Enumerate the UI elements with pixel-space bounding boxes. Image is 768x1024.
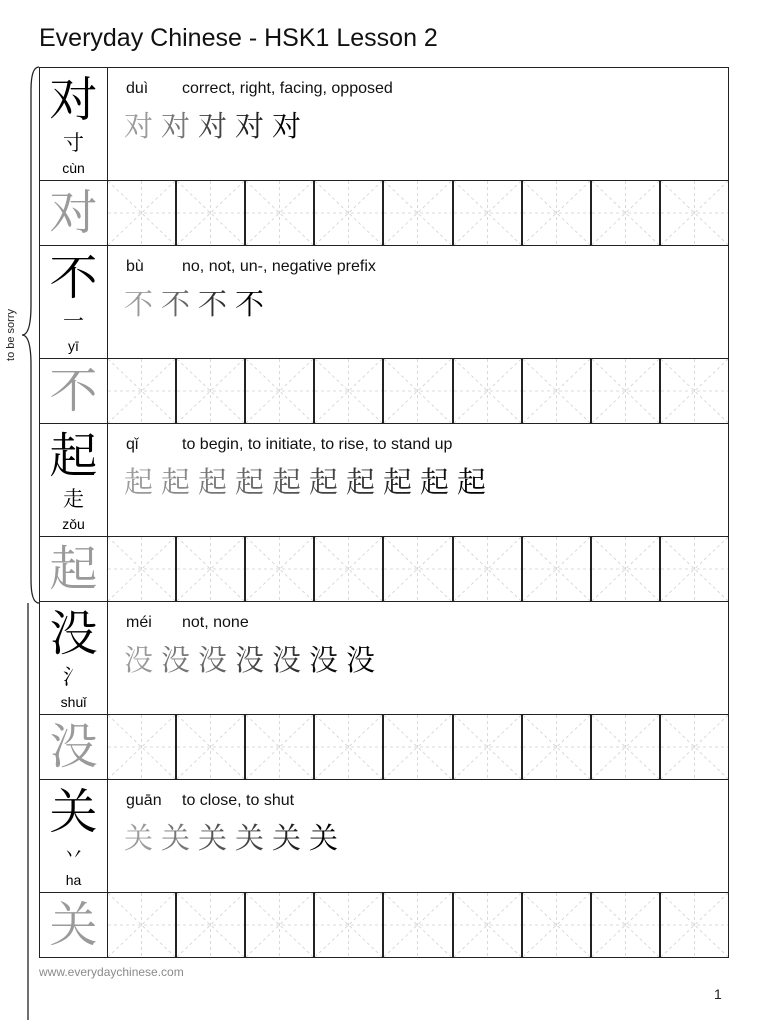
radical-pinyin: zǒu <box>62 516 85 532</box>
grouping-brace <box>0 0 40 1024</box>
pinyin: méi <box>126 614 152 631</box>
radical-pinyin: cùn <box>62 160 85 176</box>
definition-line <box>126 436 452 454</box>
pinyin: guān <box>126 792 162 809</box>
stroke-step: 不 <box>124 287 154 321</box>
writing-cell[interactable] <box>661 715 728 779</box>
definition-cell <box>108 780 728 892</box>
meaning: to begin, to initiate, to rise, to stand up <box>182 436 453 453</box>
writing-cell[interactable] <box>315 715 384 779</box>
main-character: 对 <box>49 72 98 128</box>
practice-row <box>40 714 728 779</box>
character-cell <box>40 246 108 358</box>
stroke-step: 对 <box>124 109 154 143</box>
stroke-order <box>124 464 494 500</box>
writing-cell[interactable] <box>661 893 728 957</box>
practice-row <box>40 536 728 601</box>
writing-cell[interactable] <box>592 893 661 957</box>
writing-cell[interactable] <box>523 359 592 423</box>
stroke-step: 对 <box>235 109 265 143</box>
stroke-order <box>124 108 309 144</box>
writing-cell[interactable] <box>523 715 592 779</box>
character-block <box>40 779 728 957</box>
stroke-order <box>124 642 383 678</box>
stroke-step: 没 <box>272 643 302 677</box>
stroke-step: 关 <box>309 821 339 855</box>
page-number: 1 <box>714 986 722 1002</box>
stroke-step: 对 <box>198 109 228 143</box>
stroke-step: 不 <box>161 287 191 321</box>
writing-cell[interactable] <box>384 359 453 423</box>
writing-cell[interactable] <box>592 537 661 601</box>
writing-cell[interactable] <box>384 537 453 601</box>
character-info-row <box>40 424 728 536</box>
radical-pinyin: ha <box>65 872 82 888</box>
writing-cell[interactable] <box>246 181 315 245</box>
stroke-step: 起 <box>124 465 154 499</box>
writing-cell[interactable] <box>454 359 523 423</box>
writing-cell[interactable] <box>661 359 728 423</box>
writing-cell[interactable] <box>177 181 246 245</box>
stroke-step: 起 <box>235 465 265 499</box>
stroke-order <box>124 820 346 856</box>
stroke-order <box>124 286 272 322</box>
definition-cell <box>108 602 728 714</box>
stroke-step: 起 <box>457 465 487 499</box>
writing-cell[interactable] <box>108 359 177 423</box>
definition-cell <box>108 424 728 536</box>
meaning: to close, to shut <box>182 792 295 809</box>
writing-cell[interactable] <box>592 359 661 423</box>
character-cell <box>40 424 108 536</box>
writing-cell[interactable] <box>246 359 315 423</box>
stroke-step: 关 <box>198 821 228 855</box>
stroke-step: 没 <box>309 643 339 677</box>
stroke-step: 没 <box>346 643 376 677</box>
stroke-step: 起 <box>383 465 413 499</box>
writing-cell[interactable] <box>454 181 523 245</box>
trace-character: 对 <box>40 181 108 245</box>
character-info-row <box>40 68 728 180</box>
writing-cell[interactable] <box>592 715 661 779</box>
definition-cell <box>108 68 728 180</box>
trace-character: 不 <box>40 359 108 423</box>
writing-cell[interactable] <box>108 537 177 601</box>
radical: 丷 <box>63 843 84 867</box>
writing-cell[interactable] <box>454 893 523 957</box>
stroke-step: 起 <box>161 465 191 499</box>
footer-url: www.everydaychinese.com <box>39 965 184 979</box>
writing-cell[interactable] <box>384 893 453 957</box>
character-cell <box>40 602 108 714</box>
meaning: correct, right, facing, opposed <box>182 80 393 97</box>
character-info-row <box>40 602 728 714</box>
main-character: 不 <box>49 250 98 306</box>
character-block <box>40 601 728 779</box>
practice-grid <box>39 67 729 958</box>
stroke-step: 不 <box>235 287 265 321</box>
main-character: 起 <box>49 428 98 484</box>
writing-cell[interactable] <box>315 181 384 245</box>
writing-cell[interactable] <box>177 537 246 601</box>
writing-cell[interactable] <box>661 181 728 245</box>
pinyin: bù <box>126 258 144 275</box>
stroke-step: 关 <box>272 821 302 855</box>
phrase-label: to be sorry <box>5 309 17 361</box>
stroke-step: 对 <box>272 109 302 143</box>
stroke-step: 关 <box>235 821 265 855</box>
writing-cell[interactable] <box>177 359 246 423</box>
character-block <box>40 68 728 245</box>
practice-row <box>40 892 728 957</box>
character-block <box>40 245 728 423</box>
writing-cell[interactable] <box>315 359 384 423</box>
writing-cell[interactable] <box>454 537 523 601</box>
writing-cell[interactable] <box>246 537 315 601</box>
radical-pinyin: shuǐ <box>60 694 87 710</box>
stroke-step: 对 <box>161 109 191 143</box>
writing-cell[interactable] <box>384 181 453 245</box>
radical: 氵 <box>63 665 84 689</box>
writing-cell[interactable] <box>246 893 315 957</box>
trace-character: 没 <box>40 715 108 779</box>
radical: 走 <box>63 487 84 511</box>
stroke-step: 没 <box>161 643 191 677</box>
writing-cell[interactable] <box>246 715 315 779</box>
practice-row <box>40 180 728 245</box>
writing-cell[interactable] <box>523 181 592 245</box>
character-info-row <box>40 780 728 892</box>
writing-cell[interactable] <box>454 715 523 779</box>
main-character: 关 <box>49 784 98 840</box>
stroke-step: 起 <box>309 465 339 499</box>
definition-line <box>126 614 249 632</box>
definition-line <box>126 258 376 276</box>
writing-cell[interactable] <box>108 181 177 245</box>
stroke-step: 起 <box>420 465 450 499</box>
character-block <box>40 423 728 601</box>
trace-character: 关 <box>40 893 108 957</box>
practice-row <box>40 358 728 423</box>
writing-cell[interactable] <box>177 893 246 957</box>
radical-pinyin: yī <box>68 338 79 354</box>
radical: 一 <box>63 309 84 333</box>
writing-cell[interactable] <box>108 715 177 779</box>
stroke-step: 关 <box>124 821 154 855</box>
writing-cell[interactable] <box>523 893 592 957</box>
writing-cell[interactable] <box>592 181 661 245</box>
pinyin: duì <box>126 80 149 97</box>
writing-cell[interactable] <box>523 537 592 601</box>
character-cell <box>40 780 108 892</box>
definition-line <box>126 80 393 98</box>
writing-cell[interactable] <box>384 715 453 779</box>
trace-character: 起 <box>40 537 108 601</box>
meaning: no, not, un-, negative prefix <box>182 258 376 275</box>
main-character: 没 <box>49 606 98 662</box>
character-cell <box>40 68 108 180</box>
writing-cell[interactable] <box>661 537 728 601</box>
writing-cell[interactable] <box>177 715 246 779</box>
page-title: Everyday Chinese - HSK1 Lesson 2 <box>39 24 438 52</box>
stroke-step: 不 <box>198 287 228 321</box>
definition-line <box>126 792 294 810</box>
stroke-step: 关 <box>161 821 191 855</box>
stroke-step: 起 <box>346 465 376 499</box>
radical: 寸 <box>63 131 84 155</box>
stroke-step: 起 <box>272 465 302 499</box>
pinyin: qǐ <box>126 436 139 453</box>
stroke-step: 没 <box>124 643 154 677</box>
writing-cell[interactable] <box>315 893 384 957</box>
writing-cell[interactable] <box>315 537 384 601</box>
stroke-step: 没 <box>235 643 265 677</box>
definition-cell <box>108 246 728 358</box>
stroke-step: 起 <box>198 465 228 499</box>
writing-cell[interactable] <box>108 893 177 957</box>
stroke-step: 没 <box>198 643 228 677</box>
meaning: not, none <box>182 614 249 631</box>
character-info-row <box>40 246 728 358</box>
